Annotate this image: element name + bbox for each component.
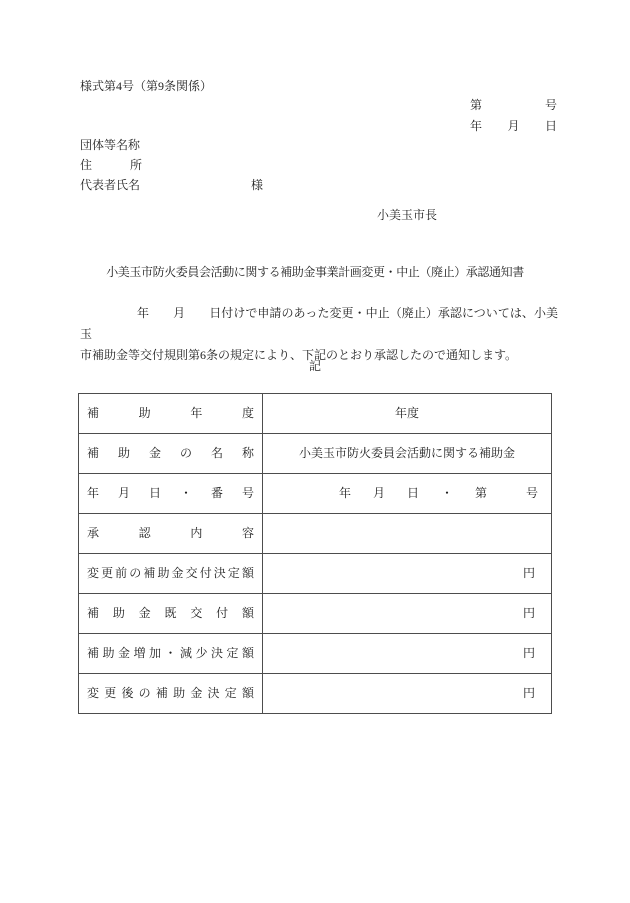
row-label: 年月日・番号 <box>79 474 263 513</box>
row-label: 承認内容 <box>79 514 263 553</box>
representative-label: 代表者氏名 <box>80 178 141 192</box>
row-value: 小美玉市防火委員会活動に関する補助金 <box>298 446 515 460</box>
doc-number-suffix: 号 <box>544 98 557 112</box>
date-year-label: 年 <box>470 119 483 133</box>
table-row-subsidy-name <box>79 433 551 473</box>
row-label: 補助年度 <box>79 394 263 433</box>
date-month-label: 月 <box>507 119 520 133</box>
subsidy-table <box>78 393 552 714</box>
row-value: 円 <box>522 646 535 660</box>
row-label: 変更前の補助金交付決定額 <box>79 554 263 593</box>
table-row-fiscal-year <box>79 394 551 433</box>
organization-name-label: 団体等名称 <box>80 138 141 152</box>
row-label: 補助金増加・減少決定額 <box>79 634 263 673</box>
record-marker: 記 <box>308 359 321 373</box>
body-line-2: 市補助金等交付規則第6条の規定により、下記のとおり承認したので通知します。 <box>80 348 518 362</box>
address-label-first: 住 <box>80 158 93 172</box>
document-number-line <box>470 98 557 113</box>
table-row-amount-increase-decrease <box>79 633 551 673</box>
row-label: 変更後の補助金決定額 <box>79 674 263 713</box>
table-row-amount-already-paid <box>79 593 551 633</box>
body-line-1: 年 月 日付けで申請のあった変更・中止（廃止）承認については、小美玉 <box>80 306 558 341</box>
row-value: 円 <box>522 686 535 700</box>
address-label-second: 所 <box>129 158 142 172</box>
date-day-label: 日 <box>544 119 557 133</box>
sender-name: 小美玉市長 <box>377 208 438 222</box>
row-value: 円 <box>522 606 535 620</box>
row-label: 補助金既交付額 <box>79 594 263 633</box>
row-label: 補助金の名称 <box>79 434 263 473</box>
address-label <box>80 158 142 173</box>
body-paragraph <box>80 303 558 366</box>
doc-number-prefix: 第 <box>470 98 483 112</box>
table-row-date-number <box>79 473 551 513</box>
row-value <box>263 514 551 553</box>
row-value: 円 <box>522 566 535 580</box>
date-line <box>470 119 557 134</box>
row-value: 年 月 日 ・ 第 号 <box>338 486 543 500</box>
honorific-label: 様 <box>251 178 264 192</box>
document-title: 小美玉市防火委員会活動に関する補助金事業計画変更・中止（廃止）承認通知書 <box>106 265 524 279</box>
form-number: 様式第4号（第9条関係） <box>80 79 213 93</box>
row-value: 年度 <box>394 406 419 420</box>
table-row-amount-after-change <box>79 673 551 713</box>
table-row-amount-before-change <box>79 553 551 593</box>
table-row-approval-content <box>79 513 551 553</box>
representative-line <box>80 178 263 193</box>
